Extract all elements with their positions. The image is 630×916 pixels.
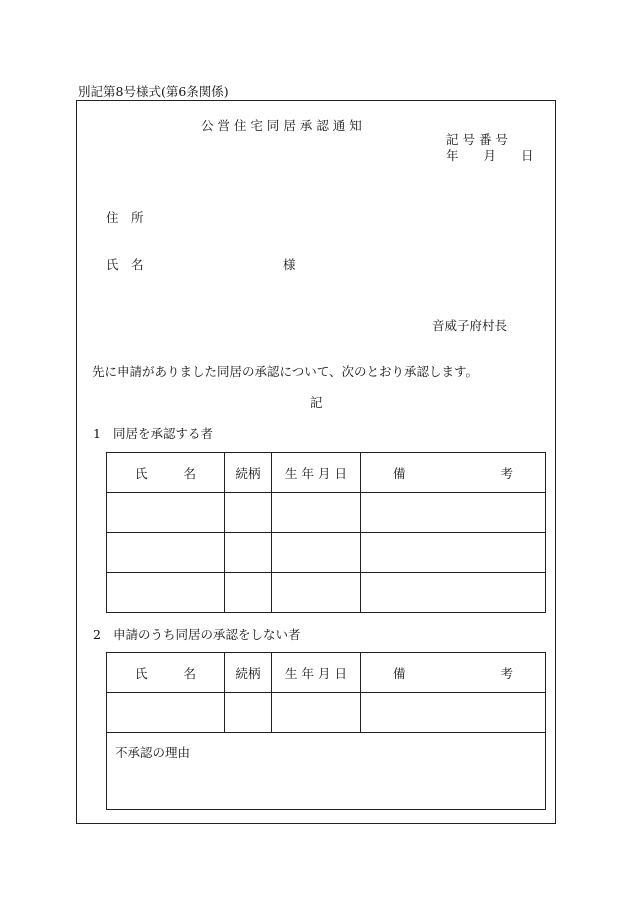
form-label: 別記第8号様式(第6条関係) [78, 84, 229, 99]
section1-title: 同居を承認する者 [112, 426, 213, 441]
header-name-a: 氏 [135, 665, 148, 681]
issuer: 音威子府村長 [432, 318, 508, 333]
table-row [107, 573, 546, 613]
table-header-row [107, 653, 546, 693]
table-row [107, 533, 546, 573]
reason-row [107, 733, 546, 810]
table-row [107, 693, 546, 733]
table-row [107, 493, 546, 533]
not-approved-table [106, 652, 546, 810]
header-name-b: 名 [183, 665, 196, 681]
section1-heading [93, 424, 213, 442]
section2-title: 申請のうち同居の承認をしない者 [112, 627, 301, 642]
approved-table [106, 452, 546, 613]
header-remarks-b: 考 [500, 665, 513, 681]
header-birthdate: 生 年 月 日 [272, 653, 361, 693]
header-relation: 続柄 [225, 453, 272, 493]
address-label: 住 所 [106, 210, 144, 225]
date-label: 年 月 日 [446, 148, 534, 163]
section1-number: 1 [93, 426, 101, 441]
doc-number-label: 記 号 番 号 [446, 132, 508, 147]
table-header-row [107, 453, 546, 493]
header-birthdate: 生 年 月 日 [272, 453, 361, 493]
section2-heading [93, 625, 300, 643]
document-title: 公 営 住 宅 同 居 承 認 通 知 [201, 118, 362, 133]
honorific: 様 [283, 257, 296, 272]
body-text: 先に申請がありました同居の承認について、次のとおり承認します。 [92, 364, 479, 379]
ki-label: 記 [310, 395, 323, 410]
reason-cell [107, 733, 546, 810]
header-name-b: 名 [183, 465, 196, 481]
recipient-name-label: 氏 名 [106, 257, 144, 272]
header-remarks-a: 備 [393, 665, 406, 681]
header-remarks-b: 考 [500, 465, 513, 481]
section2-number: 2 [93, 627, 101, 642]
header-relation: 続柄 [225, 653, 272, 693]
header-remarks-a: 備 [393, 465, 406, 481]
reason-label: 不承認の理由 [115, 745, 191, 760]
header-name-a: 氏 [135, 465, 148, 481]
